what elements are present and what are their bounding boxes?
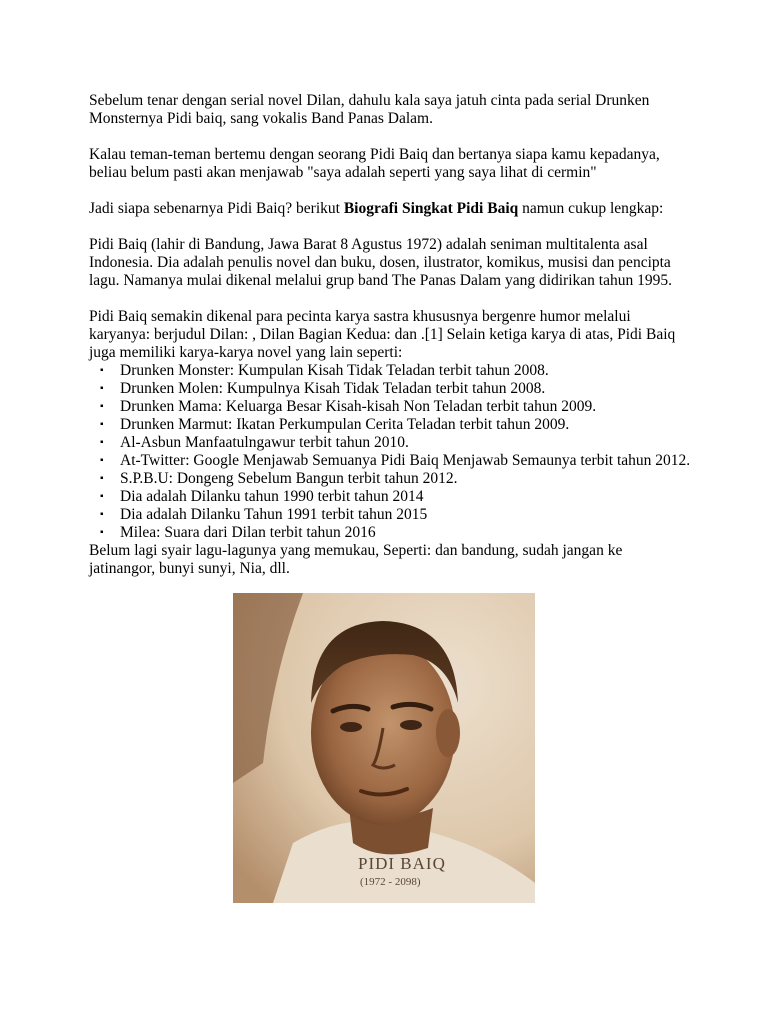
list-item-text: Al-Asbun Manfaatulngawur terbit tahun 2010. <box>120 434 409 451</box>
bullet-icon: ▪ <box>100 455 104 466</box>
list-item <box>89 452 692 470</box>
document-body <box>89 92 689 596</box>
list-item-text: S.P.B.U: Dongeng Sebelum Bangun terbit tahun 2012. <box>120 470 458 487</box>
question-text-end: namun cukup lengkap: <box>518 200 664 217</box>
bullet-icon: ▪ <box>100 527 104 538</box>
list-item-text: At-Twitter: Google Menjawab Semuanya Pidi Baiq Menjawab Semaunya terbit tahun 2012. <box>120 452 691 469</box>
songs-paragraph: Belum lagi syair lagu-lagunya yang memukau, Seperti: dan bandung, sudah jangan ke jatinangor, bunyi sunyi, Nia, dll. <box>89 542 623 577</box>
list-item-text: Drunken Monster: Kumpulan Kisah Tidak Teladan terbit tahun 2008. <box>120 362 549 379</box>
works-paragraph: Pidi Baiq semakin dikenal para pecinta karya sastra khususnya bergenre humor melalui karyanya: berjudul Dilan: , Dilan Bagian Kedua: dan .[1] Selain ketiga karya di atas, Pidi Baiq juga memiliki karya-karya novel yang lain seperti: <box>89 308 676 361</box>
novel-list <box>89 362 689 542</box>
quote-paragraph: Kalau teman-teman bertemu dengan seorang Pidi Baiq dan bertanya siapa kamu kepadanya, beliau belum pasti akan menjawab "saya adalah seperti yang saya lihat di cermin" <box>89 146 660 181</box>
list-item <box>89 506 692 524</box>
list-item <box>89 362 692 380</box>
list-item <box>89 488 692 506</box>
photo-caption-years: (1972 - 2098) <box>360 876 421 888</box>
bio-paragraph: Pidi Baiq (lahir di Bandung, Jawa Barat 8 Agustus 1972) adalah seniman multitalenta asal Indonesia. Dia adalah penulis novel dan buku, dosen, ilustrator, komikus, musisi dan pencipta lagu. Namanya mulai dikenal melalui grup band The Panas Dalam yang didirikan tahun 1995. <box>89 236 672 289</box>
list-item-text: Drunken Marmut: Ikatan Perkumpulan Cerita Teladan terbit tahun 2009. <box>120 416 570 433</box>
bullet-icon: ▪ <box>100 383 104 394</box>
list-item-text: Drunken Mama: Keluarga Besar Kisah-kisah Non Teladan terbit tahun 2009. <box>120 398 597 415</box>
bullet-icon: ▪ <box>100 491 104 502</box>
bullet-icon: ▪ <box>100 509 104 520</box>
intro-paragraph: Sebelum tenar dengan serial novel Dilan, dahulu kala saya jatuh cinta pada serial Drunken Monsternya Pidi baiq, sang vokalis Band Panas Dalam. <box>89 92 650 127</box>
bullet-icon: ▪ <box>100 473 104 484</box>
list-item <box>89 470 692 488</box>
bullet-icon: ▪ <box>100 419 104 430</box>
list-item-text: Dia adalah Dilanku Tahun 1991 terbit tahun 2015 <box>120 506 428 523</box>
list-item-text: Dia adalah Dilanku tahun 1990 terbit tahun 2014 <box>120 488 424 505</box>
list-item <box>89 398 692 416</box>
bullet-icon: ▪ <box>100 437 104 448</box>
list-item <box>89 416 692 434</box>
list-item-text: Drunken Molen: Kumpulnya Kisah Tidak Teladan terbit tahun 2008. <box>120 380 546 397</box>
list-item <box>89 380 692 398</box>
photo-caption-name: PIDI BAIQ <box>358 854 446 873</box>
biography-heading: Biografi Singkat Pidi Baiq <box>343 200 519 217</box>
list-item-text: Milea: Suara dari Dilan terbit tahun 2016 <box>120 524 376 541</box>
question-text: Jadi siapa sebenarnya Pidi Baiq? berikut <box>89 200 344 217</box>
list-item <box>89 434 692 452</box>
list-item <box>89 524 692 542</box>
bullet-icon: ▪ <box>100 365 104 376</box>
bullet-icon: ▪ <box>100 401 104 412</box>
question-paragraph <box>89 200 689 218</box>
